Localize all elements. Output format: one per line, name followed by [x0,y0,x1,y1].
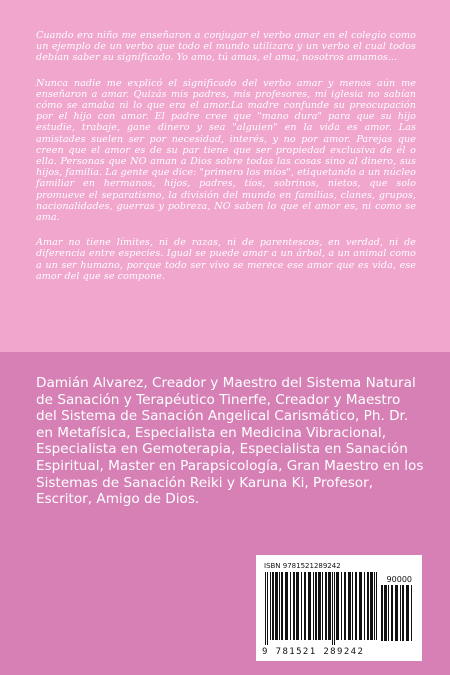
barcode-bar [395,585,398,641]
barcode-bar [313,572,314,640]
barcode-bar [341,572,342,640]
barcode-bar [285,572,288,640]
barcode-bar [348,572,351,640]
barcode-box [256,555,422,661]
barcode-bar [272,572,274,640]
barcode-bar [359,572,362,640]
barcode-bar [293,572,295,640]
barcode-bar [315,572,317,640]
barcode-bar [388,585,389,641]
barcode-bar [290,572,291,640]
barcode-bar [391,585,393,641]
barcode-bar [308,572,311,640]
barcode-bar [402,585,404,641]
barcode-bar [352,572,353,640]
barcode-bar [279,572,280,640]
barcode-bar [270,572,271,640]
barcode-bar [301,572,302,640]
paragraph-love-misconceptions: Nunca nadie me explicó el significado del verbo amar y menos aún me enseñaron a amar. Quizás mis padres, mis profesores, mi iglesia no sabían cómo se amaba ni lo que era el amor.La madre confunde su preocupación por el hijo con amor. El padre cree que "mano dura" para que su hijo estudie, trabaje, gane dinero y sea "alguien" en la vida es amor. Las amistades suelen ser por necesidad, interés, y no por amor. Parejas que creen que el amor es de su par tiene que ser propiedad exclusiva de él o ella. Personas que NO aman a Dios sobre todas las cosas sino al dinero, sus hijos, familia. La gente que dice: "primero los míos", etiquetando a un núcleo familiar en hermanos, hijos, padres, tíos, sobrinos, nietos, que solo promueve el separatismo, la división del mundo en familias, clanes, grupos, nacionalidades, guerras y pobreza, NO saben lo que el amor es, ni como se ama. [36,77,416,224]
barcode-bar [367,572,369,640]
barcode-bar [275,572,278,640]
barcode-bar [322,572,323,640]
back-cover-text [36,30,416,296]
barcode-bar [381,585,383,641]
barcode-bar [296,572,299,640]
barcode-bars [265,572,377,646]
barcode-bar [334,572,335,645]
paragraph-love-without-limits: Amar no tiene límites, ni de razas, ni de parentescos, en verdad, ni de diferencia entre especies. Igual se puede amar a un árbol, a un animal como a un ser humano, porque todo ser vivo se merece ese amor que es vida, ese amor del que se compone. [36,237,416,282]
barcode-digits: 9 781521 289242 [262,647,365,657]
barcode-bar [304,572,306,640]
barcode-bar [370,572,373,640]
paragraph-childhood: Cuando era niño me enseñaron a conjugar el verbo amar en el colegio como un ejemplo de un verbo que todo el mundo utilizara y un verbo el cual todos debían saber su significado. Yo amo, tú amas, el ama, nosotros amamos... [36,30,416,64]
barcode-bar [318,572,321,640]
barcode-bar [384,585,387,641]
barcode-bar [267,572,268,645]
barcode-bar [400,585,401,641]
barcode-bar [364,572,365,640]
barcode-bar [325,572,327,640]
isbn-label: ISBN 9781521289242 [264,562,341,570]
barcode-bar [336,572,339,640]
barcode-bar [344,572,346,640]
barcode-bar [406,585,409,641]
barcode-addon-bars [381,585,414,646]
barcode-bar [374,572,375,640]
barcode-bar [376,572,377,640]
barcode-bar [332,572,333,645]
barcode-bar [411,585,412,641]
barcode-bar [355,572,357,640]
barcode-bar [265,572,266,645]
price-code: 90000 [386,575,412,584]
barcode-bar [328,572,331,640]
author-bio: Damián Alvarez, Creador y Maestro del Sistema Natural de Sanación y Terapéutico Tinerfe, Creador y Maestro del Sistema de Sanación Angelical Carismático, Ph. Dr. en Metafísica, Especialista en Medicina Vibracional, Especialista en Gemoterapia, Especialista en Sanación Espiritual, Master en Parapsicología, Gran Maestro en los Sistemas de Sanación Reiki y Karuna Ki, Profesor, Escritor, Amigo de Dios. [36,375,424,508]
barcode-bar [281,572,283,640]
